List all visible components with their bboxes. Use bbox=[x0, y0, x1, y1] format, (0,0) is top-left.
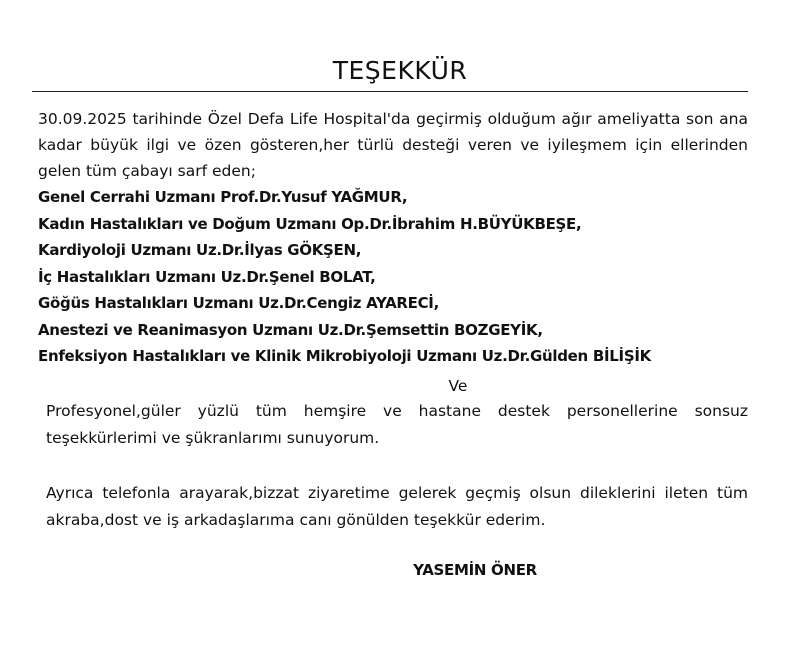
friends-thanks-paragraph: Ayrıca telefonla arayarak,bizzat ziyaretime gelerek geçmiş olsun dileklerini ileten tüm akraba,dost ve iş arkadaşlarıma canı gönülden teşekkür ederim. bbox=[46, 484, 748, 529]
doctor-list-item: Kadın Hastalıkları ve Doğum Uzmanı Op.Dr.İbrahim H.BÜYÜKBEŞE, bbox=[38, 214, 582, 233]
doctor-list-item: İç Hastalıkları Uzmanı Uz.Dr.Şenel BOLAT, bbox=[38, 267, 376, 286]
document-title: TEŞEKKÜR bbox=[332, 56, 468, 85]
conjunction-text: Ve bbox=[448, 377, 468, 395]
signature: YASEMİN ÖNER bbox=[413, 561, 537, 579]
doctor-list-item: Kardiyoloji Uzmanı Uz.Dr.İlyas GÖKŞEN, bbox=[38, 241, 362, 259]
doctor-list-item: Genel Cerrahi Uzmanı Prof.Dr.Yusuf YAĞMUR, bbox=[38, 188, 408, 206]
staff-thanks-paragraph: Profesyonel,güler yüzlü tüm hemşire ve hastane destek personellerine sonsuz teşekkürlerimi ve şükranlarımı sunuyorum. bbox=[46, 402, 748, 447]
doctor-list-item: Anestezi ve Reanimasyon Uzmanı Uz.Dr.Şemsettin BOZGEYİK, bbox=[38, 320, 543, 339]
doctor-list bbox=[38, 184, 651, 370]
intro-paragraph: 30.09.2025 tarihinde Özel Defa Life Hospital'da geçirmiş olduğum ağır ameliyatta son ana kadar büyük ilgi ve özen gösteren,her türlü desteği veren ve iyileşmem için ellerinden gelen tüm çabayı sarf eden; bbox=[38, 110, 748, 180]
doctor-list-item: Göğüs Hastalıkları Uzmanı Uz.Dr.Cengiz AYARECİ, bbox=[38, 294, 439, 312]
title-divider bbox=[32, 91, 748, 92]
doctor-list-item: Enfeksiyon Hastalıkları ve Klinik Mikrobiyoloji Uzmanı Uz.Dr.Gülden BİLİŞİK bbox=[38, 347, 651, 365]
